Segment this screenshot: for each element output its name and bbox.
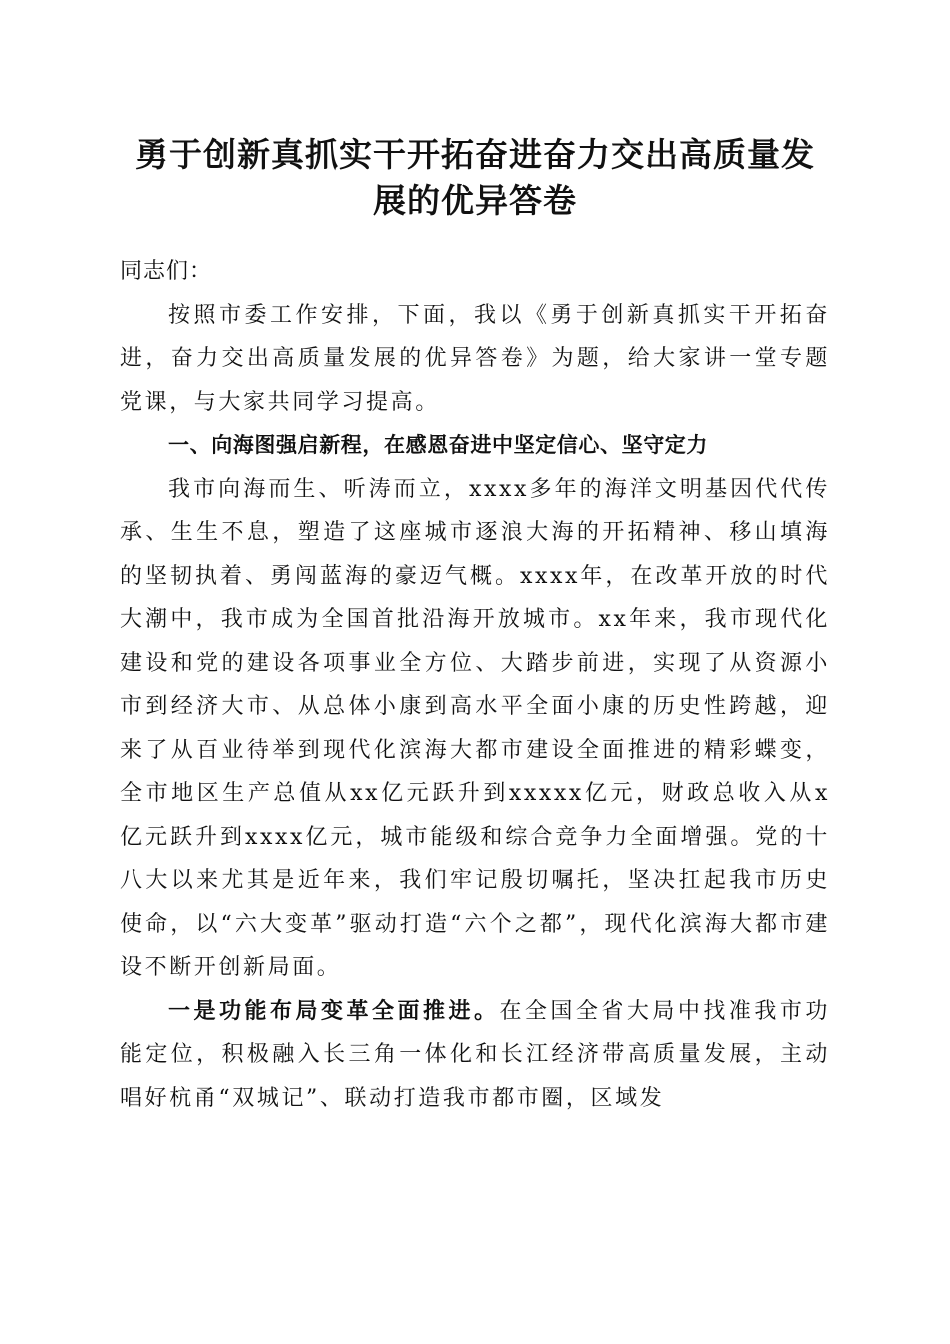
point-1-lead: 一是功能布局变革全面推进。: [168, 997, 500, 1024]
point-1-text: 在全国全省大局中找准我市功能定位，积极融入长三角一体化和长江经济带高质量发展，主动唱好杭甬“双城记”、联动打造我市都市圈，区域发: [120, 998, 830, 1111]
section-heading-1: 一、向海图强启新程，在感恩奋进中坚定信心、坚守定力: [168, 433, 708, 457]
point-1-paragraph: [120, 990, 830, 1121]
title-line-1: 勇于创新真抓实干开拓奋进奋力交出高质量发: [135, 135, 815, 174]
title-line-2: 展的优异答卷: [373, 181, 577, 220]
intro-paragraph: 按照市委工作安排，下面，我以《勇于创新真抓实干开拓奋进，奋力交出高质量发展的优异答卷》为题，给大家讲一堂专题党课，与大家共同学习提高。: [120, 302, 830, 415]
salutation: 同志们：: [120, 259, 213, 284]
section1-paragraph-1: 我市向海而生、听涛而立，xxxx多年的海洋文明基因代代传承、生生不息，塑造了这座城市逐浪大海的开拓精神、移山填海的坚韧执着、勇闯蓝海的豪迈气概。xxxx年，在改革开放的时代大潮中，我市成为全国首批沿海开放城市。xx年来，我市现代化建设和党的建设各项事业全方位、大踏步前进，实现了从资源小市到经济大市、从总体小康到高水平全面小康的历史性跨越，迎来了从百业待举到现代化滨海大都市建设全面推进的精彩蝶变，全市地区生产总值从xx亿元跃升到xxxxx亿元，财政总收入从x亿元跃升到xxxx亿元，城市能级和综合竞争力全面增强。党的十八大以来尤其是近年来，我们牢记殷切嘱托，坚决扛起我市历史使命，以“六大变革”驱动打造“六个之都”，现代化滨海大都市建设不断开创新局面。: [120, 476, 830, 980]
document-body: [120, 250, 830, 1120]
document-title: [100, 132, 850, 224]
